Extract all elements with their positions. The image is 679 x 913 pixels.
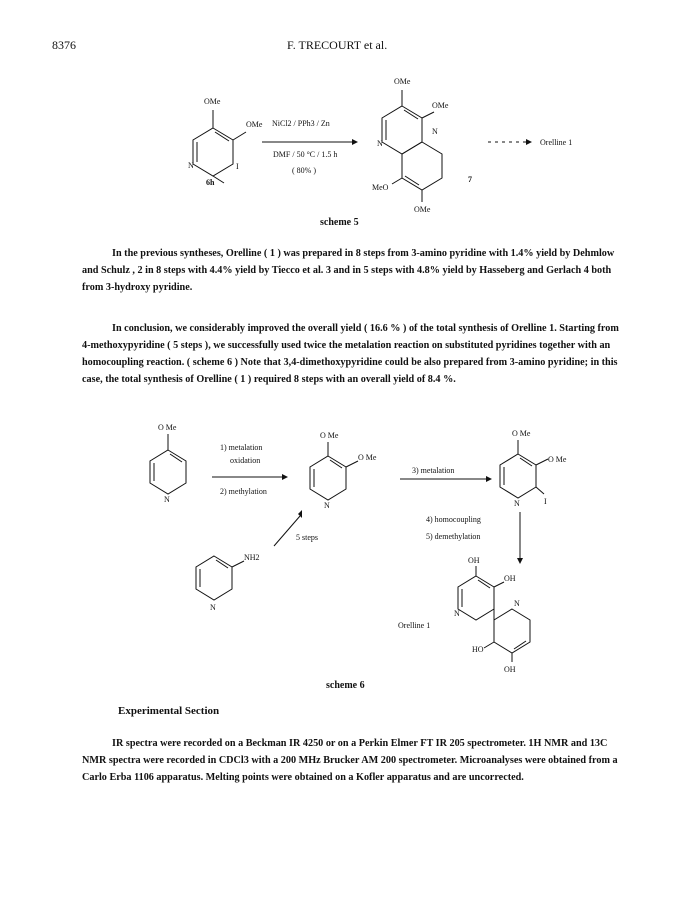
right-i: I [544,497,547,506]
scheme6-figure [0,418,679,678]
paragraph-conclusion [82,320,622,388]
scheme5-yield: ( 80% ) [292,166,316,175]
step1-metalation: 1) metalation [220,443,263,452]
scheme5-reactant-structure [188,97,263,187]
paragraph-previous-syntheses-text: In the previous syntheses, Orelline ( 1 ) was prepared in 8 steps from 3-amino pyridine with 1.4% yield by Dehmlow and Schulz , 2 in 8 steps with 4.4% yield by Tiecco et al. 3 and in 5 steps with 4.8% yield by Hasseberg and Gerlach 4 both from 3-hydroxy pyridine. [82,248,615,293]
orelline-oh-top: OH [468,556,480,565]
orelline-n2: N [514,599,520,608]
reactant-ome-top: OMe [204,97,221,106]
orelline-ho: HO [472,645,484,654]
scheme5-figure [0,70,679,230]
page-number: 8376 [52,38,76,52]
product-ome-top: OMe [394,77,411,86]
right-ome-top: O Me [512,429,531,438]
paragraph-conclusion-text: In conclusion, we considerably improved the overall yield ( 16.6 % ) of the total synthesis of Orelline 1. Starting from 4-methoxypyridine ( 5 steps ), we successfully used twice the metalation reaction on substituted pyridines together with an homocoupling reaction. ( scheme 6 ) Note that 3,4-dimethoxypyridine could be also prepared from 3-amino pyridine; in this case, the total synthesis of Orelline ( 1 ) required 8 steps with an overall yield of 8.4 %. [82,323,619,385]
step3-metalation: 3) metalation [412,466,455,475]
start-ome: O Me [158,423,177,432]
mid-ome-side: O Me [358,453,377,462]
orelline-oh-bottom: OH [504,665,516,674]
right-ome-side: O Me [548,455,567,464]
right-n: N [514,499,520,508]
compound-6h-label: 6h [206,178,215,187]
scheme6-mid-structure [310,431,377,510]
scheme6-orelline-structure [454,556,530,674]
reactant-ome-side: OMe [246,120,263,129]
reactant-i: I [236,162,239,171]
product-n2: N [432,127,438,136]
paragraph-experimental-text: IR spectra were recorded on a Beckman IR 4250 or on a Perkin Elmer FT IR 205 spectrometer. 1H NMR and 13C NMR spectra were recorded in CDCl3 with a 200 MHz Brucker AM 200 spectrometer. Microanalyses were obtained from a Carlo Erba 1106 apparatus. Melting points were obtained on a Kofler apparatus and are uncorrected. [82,738,618,783]
reactant-n: N [188,161,194,170]
scheme5-target: Orelline 1 [540,138,573,147]
experimental-heading: Experimental Section [118,705,220,717]
amino-n: N [210,603,216,612]
product-n1: N [377,139,383,148]
step2-methylation: 2) methylation [220,487,267,496]
scheme5-product-structure [372,77,472,214]
scheme6-right-structure [500,429,567,508]
scheme6-start-structure [150,423,186,504]
mid-ome-top: O Me [320,431,339,440]
mid-n: N [324,501,330,510]
paragraph-experimental [82,735,622,786]
step5-demethylation: 5) demethylation [426,532,481,541]
scheme5-caption: scheme 5 [320,217,359,228]
scheme6-caption: scheme 6 [326,680,365,691]
scheme5-condition-2: DMF / 50 °C / 1.5 h [273,150,338,159]
orelline-label: Orelline 1 [398,621,431,630]
start-n: N [164,495,170,504]
product-meo: MeO [372,183,389,192]
orelline-n1: N [454,609,460,618]
paragraph-previous-syntheses [82,245,622,296]
scheme6-amino-structure [196,553,260,612]
product-ome-bottom: OMe [414,205,431,214]
amino-nh2: NH2 [244,553,260,562]
orelline-oh-side: OH [504,574,516,583]
step4-homocoupling: 4) homocoupling [426,515,481,524]
running-head: F. TRECOURT et al. [287,38,388,52]
scheme5-condition-1: NiCl2 / PPh3 / Zn [272,119,330,128]
five-steps-label: 5 steps [296,533,318,542]
step1-oxidation: oxidation [230,456,261,465]
compound-7-label: 7 [468,175,472,184]
product-ome-side: OMe [432,101,449,110]
